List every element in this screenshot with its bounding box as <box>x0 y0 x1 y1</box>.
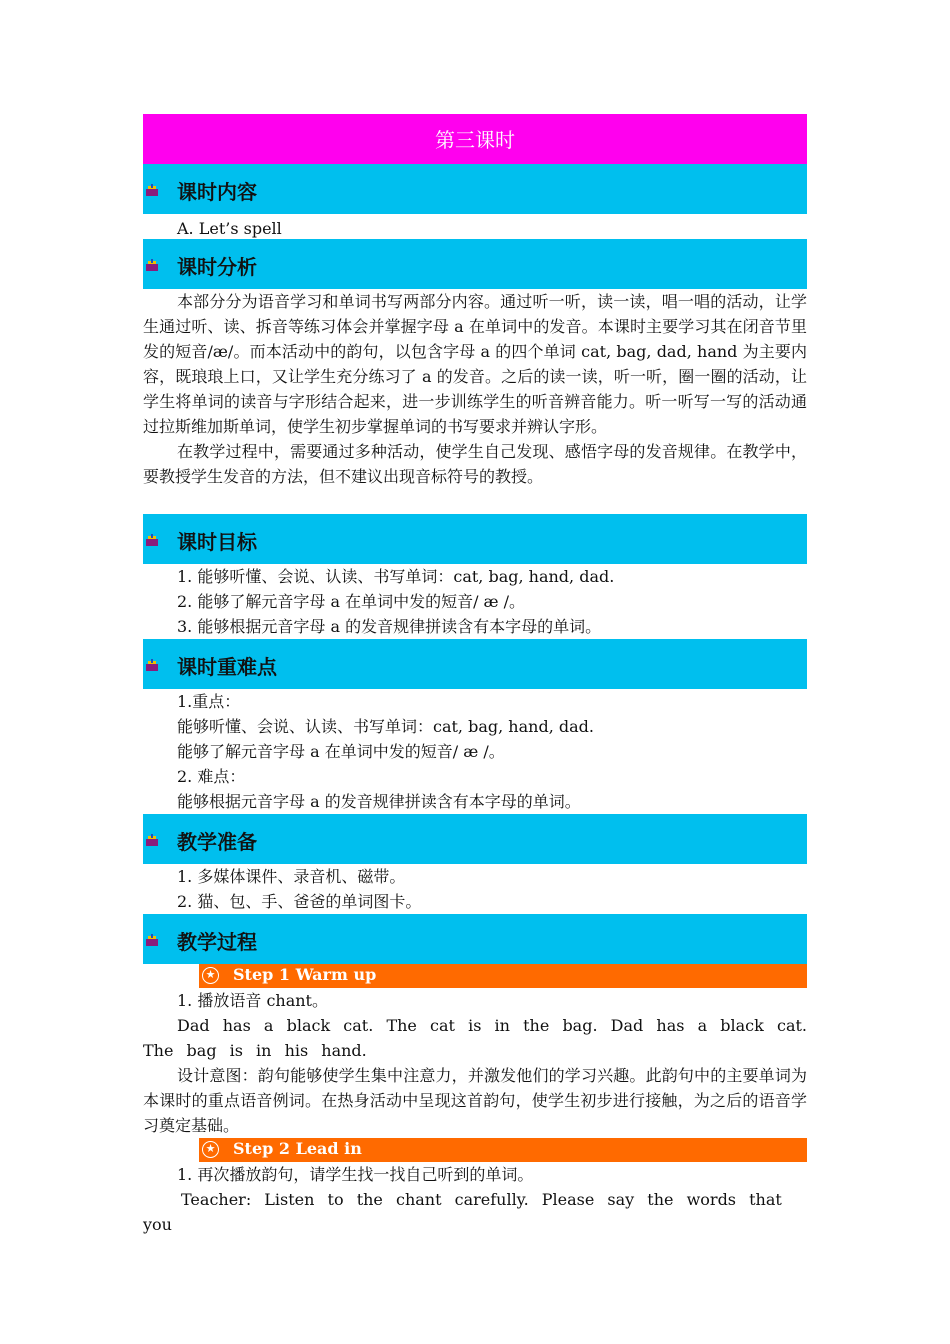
chant-text: Dad has a black cat. The cat is in the bag. Dad has a black cat. The bag is in his hand. <box>143 1016 807 1060</box>
key-point-line: 能够根据元音字母 a 的发音规律拼读含有本字母的单词。 <box>177 792 581 811</box>
analysis-paragraph: 本部分分为语音学习和单词书写两部分内容。通过听一听，读一读，唱一唱的活动，让学生通过听、读、拆音等练习体会并掌握字母 a 在单词中的发音。本课时主要学习其在闭音节里发的短音/æ/。而本活动中的韵句，以包含字母 a 的四个单词 cat, bag, dad, hand 为主要内容，既琅琅上口，又让学生充分练习了 a 的发音。之后的读一读，听一听，圈一圈的活动，让学生将单词的读音与字形结合起来，进一步训练学生的听音辨音能力。听一听写一写的活动通过拉斯维加斯单词，使学生初步掌握单词的书写要求并辨认字形。 <box>143 292 807 436</box>
step-title: Step 1 Warm up <box>233 965 377 984</box>
goal-item: 2. 能够了解元音字母 a 在单词中发的短音/ æ /。 <box>177 592 526 611</box>
section-header-key-points <box>143 639 807 689</box>
section-title: 课时内容 <box>177 180 257 204</box>
step-header-lead-in <box>199 1138 807 1162</box>
section-header-analysis <box>143 239 807 289</box>
section-title: 课时分析 <box>177 255 257 279</box>
goal-item: 1. 能够听懂、会说、认读、书写单词：cat, bag, hand, dad. <box>177 567 615 586</box>
book-bullet-icon <box>146 184 158 196</box>
document-page <box>143 114 807 1237</box>
design-intent: 设计意图：韵句能够使学生集中注意力，并激发他们的学习兴趣。此韵句中的主要单词为本课时的重点语音例词。在热身活动中呈现这首韵句，使学生初步进行接触，为之后的语音学习奠定基础。 <box>143 1066 807 1135</box>
preparation-item: 1. 多媒体课件、录音机、磁带。 <box>177 867 406 886</box>
section-header-preparation <box>143 814 807 864</box>
analysis-paragraph: 在教学过程中，需要通过多种活动，使学生自己发现、感悟字母的发音规律。在教学中，要教授学生发音的方法，但不建议出现音标符号的教授。 <box>143 442 807 486</box>
section-header-process <box>143 914 807 964</box>
page-title: 第三课时 <box>143 114 807 164</box>
section-header-content <box>143 164 807 214</box>
book-bullet-icon <box>146 659 158 671</box>
key-point-line: 能够听懂、会说、认读、书写单词：cat, bag, hand, dad. <box>177 717 594 736</box>
step-item: 1. 播放语音 chant。 <box>177 991 328 1010</box>
key-point-line: 能够了解元音字母 a 在单词中发的短音/ æ /。 <box>177 742 505 761</box>
section-header-goals <box>143 514 807 564</box>
book-bullet-icon <box>146 834 158 846</box>
preparation-item: 2. 猫、包、手、爸爸的单词图卡。 <box>177 892 422 911</box>
book-bullet-icon <box>146 934 158 946</box>
step-header-warm-up <box>199 964 807 988</box>
teacher-text: Teacher: Listen to the chant carefully. Please say the words that you <box>143 1190 782 1234</box>
step-title: Step 2 Lead in <box>233 1139 362 1158</box>
star-circle-icon: ★ <box>202 967 219 984</box>
step-item: 1. 再次播放韵句，请学生找一找自己听到的单词。 <box>177 1165 534 1184</box>
section-title: 课时重难点 <box>177 655 277 679</box>
section-title: 教学过程 <box>177 930 257 954</box>
section-title: 教学准备 <box>177 830 257 854</box>
star-circle-icon: ★ <box>202 1141 219 1158</box>
book-bullet-icon <box>146 534 158 546</box>
content-text: A. Let’s spell <box>177 219 282 238</box>
book-bullet-icon <box>146 259 158 271</box>
section-title: 课时目标 <box>177 530 257 554</box>
goal-item: 3. 能够根据元音字母 a 的发音规律拼读含有本字母的单词。 <box>177 617 602 636</box>
key-point-line: 2. 难点： <box>177 767 246 786</box>
key-point-line: 1.重点： <box>177 692 241 711</box>
